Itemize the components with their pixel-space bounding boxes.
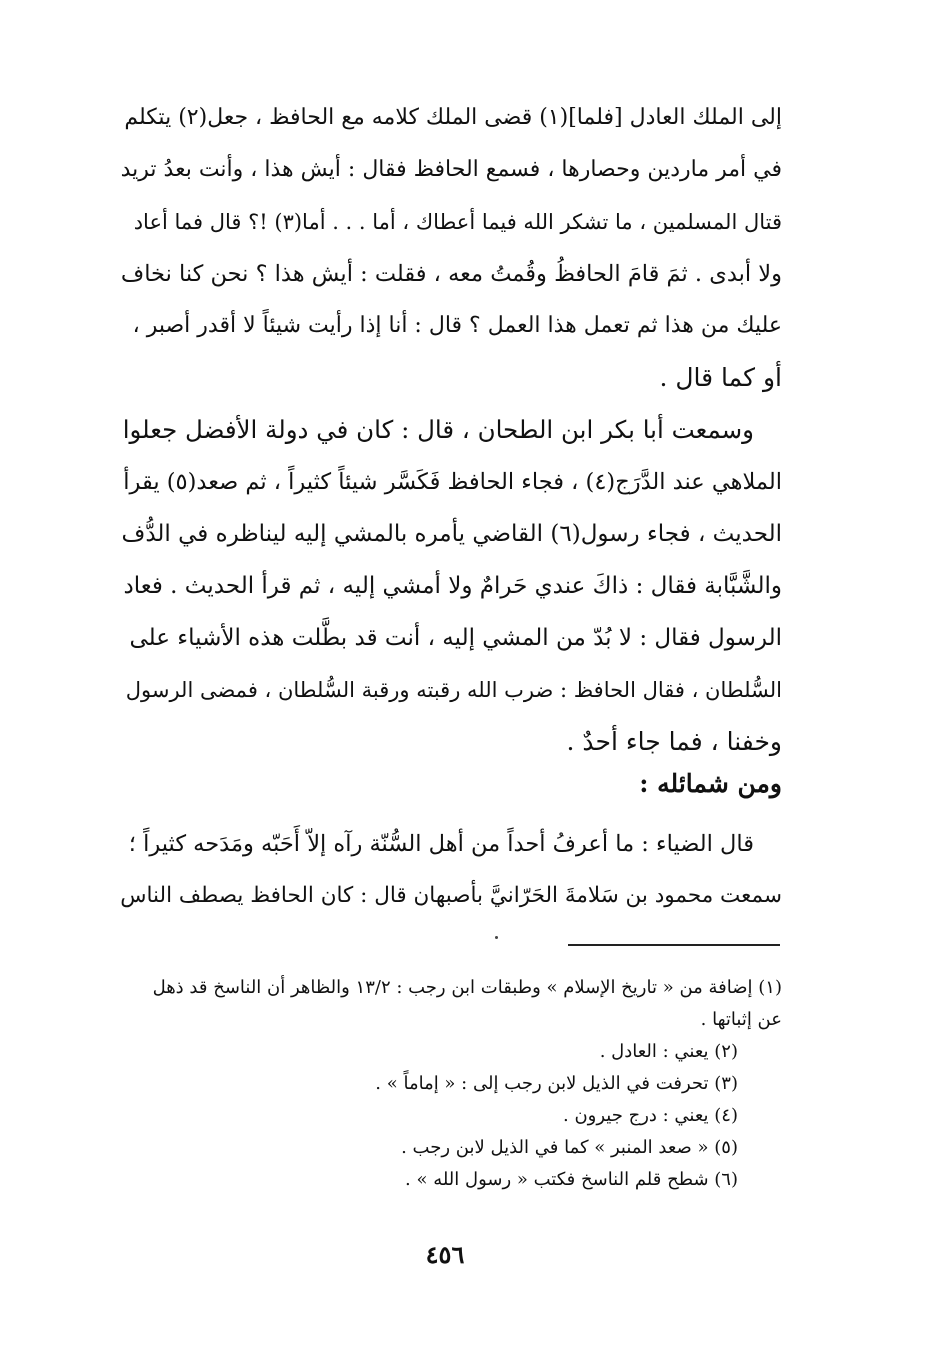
text-line: السُّلطان ، فقال الحافظ : ضرب الله رقبته ورقبة السُّلطان ، فمضى الرسول bbox=[125, 678, 782, 702]
footnotes bbox=[120, 972, 782, 1196]
text-line: وسمعت أبا بكر ابن الطحان ، قال : كان في دولة الأفضل جعلوا bbox=[122, 415, 754, 444]
text-line: قال الضياء : ما أعرفُ أحداً من أهل السُّنّة رآه إلاّ أَحَبّه ومَدَحه كثيراً ؛ bbox=[128, 831, 754, 857]
paragraph-2 bbox=[120, 404, 782, 768]
text-line: ولا أبدى . ثمَ قامَ الحافظُ وقُمتُ معه ، فقلت : أيش هذا ؟ نحن كنا نخاف bbox=[120, 261, 782, 287]
text-line: الملاهي عند الدَّرَج(٤) ، فجاء الحافظ فَكَسَّر شيئاً كثيراً ، ثم صعد(٥) يقرأ bbox=[123, 469, 782, 495]
text-line: الرسول فقال : لا بُدّ من المشي إليه ، أنت قد بطَّلت هذه الأشياء على bbox=[129, 625, 782, 651]
text-line: سمعت محمود بن سَلامةَ الحَرّانيَّ بأصبهان قال : كان الحافظ يصطف الناس bbox=[120, 883, 782, 908]
ink-speck bbox=[495, 936, 498, 939]
text-line: قتال المسلمين ، ما تشكر الله فيما أعطاك ، أما . . . أما(٣) !؟ قال فما أعاد bbox=[133, 210, 782, 234]
footnote-1: (١) إضافة من « تاريخ الإسلام » وطبقات ابن رجب : ١٣/٢ والظاهر أن الناسخ قد ذهل bbox=[152, 977, 782, 998]
text-line: أو كما قال . bbox=[659, 363, 782, 392]
footnote-4: (٤) يعني : درج جيرون . bbox=[563, 1105, 738, 1126]
footnote-5: (٥) « صعد المنبر » كما في الذيل لابن رجب . bbox=[401, 1137, 738, 1158]
text-line: في أمر ماردين وحصارها ، فسمع الحافظ فقال : أيش هذا ، وأنت بعدُ تريد bbox=[120, 157, 782, 182]
paragraph-1 bbox=[120, 92, 782, 404]
footnote-2: (٢) يعني : العادل . bbox=[599, 1041, 738, 1062]
text-line: الحديث ، فجاء رسول(٦) القاضي يأمره بالمشي إليه ليناظره في الدُّف bbox=[121, 521, 782, 547]
paragraph-3 bbox=[120, 818, 782, 922]
footnote-1-continuation: عن إثباتها . bbox=[700, 1009, 782, 1030]
text-line: والشَّبَّابة فقال : ذاكَ عندي حَرامٌ ولا أمشي إليه ، ثم قرأ الحديث . فعاد bbox=[123, 573, 782, 599]
text-line: إلى الملك العادل [فلما](١) قضى الملك كلامه مع الحافظ ، جعل(٢) يتكلم bbox=[124, 105, 782, 130]
text-line: عليك من هذا ثم تعمل هذا العمل ؟ قال : أنا إذا رأيت شيئاً لا أقدر أصبر ، bbox=[132, 313, 782, 338]
page-number: ٤٥٦ bbox=[425, 1240, 465, 1269]
footnote-separator bbox=[568, 944, 780, 946]
text-line: وخفنا ، فما جاء أحدٌ . bbox=[566, 727, 782, 756]
footnote-3: (٣) تحرفت في الذيل لابن رجب إلى : « إماماً » . bbox=[375, 1073, 738, 1094]
section-heading: ومن شمائله : bbox=[639, 769, 782, 798]
footnote-6: (٦) شطح قلم الناسخ فكتب « رسول الله » . bbox=[405, 1169, 738, 1190]
